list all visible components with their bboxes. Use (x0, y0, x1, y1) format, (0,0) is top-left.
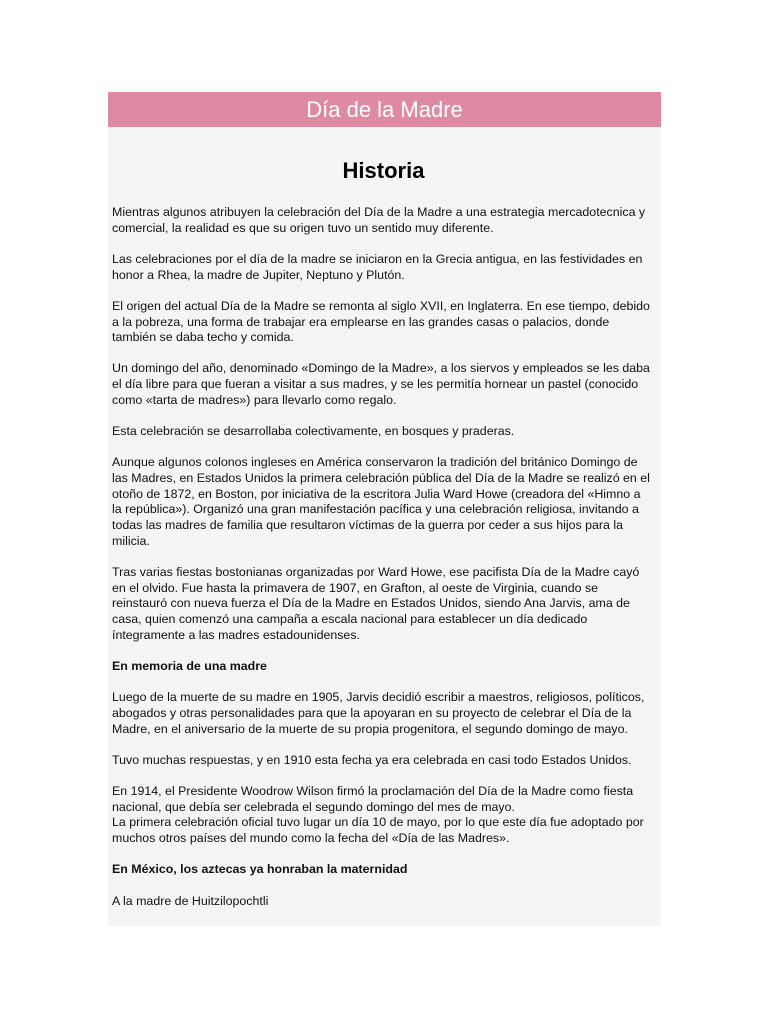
text-line: Las celebraciones por el día de la madre se iniciaron en la Grecia antigua, en las festividades en (112, 251, 643, 266)
paragraph (112, 753, 655, 769)
text-line: como «tarta de madres») para llevarlo como regalo. (112, 392, 397, 407)
section-subheading (112, 862, 655, 878)
paragraph (112, 894, 655, 910)
paragraph (112, 252, 655, 283)
text-line: Esta celebración se desarrollaba colectivamente, en bosques y praderas. (112, 424, 515, 439)
title-banner (108, 92, 661, 127)
text-line: El origen del actual Día de la Madre se remonta al siglo XVII, en Inglaterra. En ese tiempo, debido (112, 298, 650, 313)
text-line: Mientras algunos atribuyen la celebración del Día de la Madre a una estrategia mercadotecnica y (112, 205, 646, 219)
text-line: Un domingo del año, denominado «Domingo de la Madre», a los siervos y empleados se les daba (112, 361, 650, 376)
text-line: casa, quien comenzó una campaña a escala nacional para establecer un día dedicado (112, 612, 588, 627)
text-line: Aunque algunos colonos ingleses en América conservaron la tradición del británico Domingo de (112, 455, 638, 470)
text-line: abogados y otras personalidades para que la apoyaran en su proyecto de celebrar el Día de la (112, 705, 632, 720)
text-line: en el olvido. Fue hasta la primavera de 1907, en Grafton, al oeste de Virginia, cuando se (112, 580, 599, 595)
text-line: honor a Rhea, la madre de Jupiter, Neptuno y Plutón. (112, 267, 405, 282)
text-line: Luego de la muerte de su madre en 1905, Jarvis decidió escribir a maestros, religiosos, políticos, (112, 690, 645, 705)
text-line: Tuvo muchas respuestas, y en 1910 esta fecha ya era celebrada en casi todo Estados Unidos. (112, 752, 632, 767)
paragraph (112, 205, 655, 236)
text-line: todas las madres de familia que resultaron víctimas de la guerra por ceder a sus hijos para la (112, 518, 624, 533)
banner-title: Día de la Madre (306, 97, 463, 122)
paragraph (112, 361, 655, 408)
text-line: la república»). Organizó una gran manifestación pacífica y una celebración religiosa, invitando a (112, 502, 639, 517)
text-line: En memoria de una madre (112, 658, 267, 673)
text-line: las Madres, en Estados Unidos la primera celebración pública del Día de la Madre se realizó en el (112, 470, 650, 485)
text-line: también se daba techo y comida. (112, 330, 294, 345)
paragraph (112, 455, 655, 549)
paragraph (112, 565, 655, 644)
text-line: Madre, en el aniversario de la muerte de su propia progenitora, el segundo domingo de mayo. (112, 721, 628, 736)
paragraph (112, 424, 655, 440)
text-line: reinstauró con nueva fuerza el Día de la Madre en Estados Unidos, siendo Ana Jarvis, ama de (112, 596, 630, 611)
text-line: Tras varias fiestas bostonianas organizadas por Ward Howe, ese pacifista Día de la Madre cayó (112, 564, 640, 579)
text-line: el día libre para que fueran a visitar a sus madres, y se les permitía hornear un pastel (conocido (112, 377, 639, 392)
paragraph (112, 784, 655, 847)
text-line: A la madre de Huitzilopochtli (112, 893, 269, 908)
paragraph (112, 299, 655, 346)
document-page (108, 92, 661, 926)
section-subheading (112, 659, 655, 675)
text-line: íntegramente a las madres estadounidenses. (112, 627, 360, 642)
text-line: muchos otros países del mundo como la fecha del «Día de las Madres». (112, 831, 510, 846)
section-title: Historia (342, 158, 425, 183)
text-line: La primera celebración oficial tuvo lugar un día 10 de mayo, por lo que este día fue adoptado por (112, 815, 644, 830)
text-line: otoño de 1872, en Boston, por iniciativa de la escritora Julia Ward Howe (creadora del «Himno a (112, 486, 641, 501)
text-line: milicia. (112, 533, 150, 548)
text-line: En México, los aztecas ya honraban la maternidad (112, 862, 408, 877)
paragraph (112, 690, 655, 737)
text-line: comercial, la realidad es que su origen tuvo un sentido muy diferente. (112, 220, 494, 235)
text-line: En 1914, el Presidente Woodrow Wilson firmó la proclamación del Día de la Madre como fiesta (112, 783, 634, 798)
text-line: a la pobreza, una forma de trabajar era emplearse en las grandes casas o palacios, donde (112, 314, 610, 329)
document-content (108, 158, 661, 909)
text-line: nacional, que debía ser celebrada el segundo domingo del mes de mayo. (112, 799, 515, 814)
document-body (112, 205, 655, 909)
